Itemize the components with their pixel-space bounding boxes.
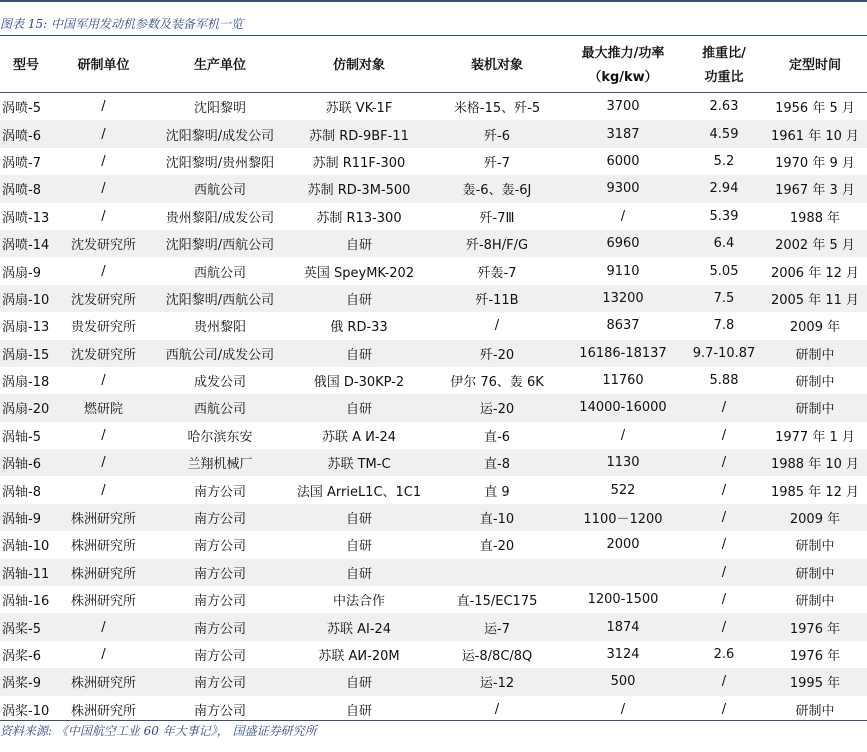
cell-model: 涡扇-18 <box>2 375 50 391</box>
cell-imitated: 自研 <box>285 559 433 586</box>
cell-aircraft: 轰-6、轰-6J <box>433 175 561 202</box>
cell-imitated: 自研 <box>285 394 433 421</box>
cell-aircraft: 直-6 <box>484 429 510 445</box>
cell-developer: 株洲研究所 <box>52 504 155 531</box>
cell-aircraft: 歼-6 <box>433 120 561 147</box>
header-ratio <box>685 39 763 93</box>
table-row <box>0 613 867 640</box>
cell-developer: 贵发研究所 <box>70 320 136 336</box>
cell-model: 涡轴-8 <box>2 484 41 500</box>
cell-producer: 贵州黎阳 <box>193 320 246 336</box>
cell-developer: / <box>101 373 106 389</box>
cell-developer: / <box>101 208 106 224</box>
cell-developer: / <box>101 647 106 662</box>
cell-aircraft: 直-10 <box>433 504 561 531</box>
cell-thrust: 1100－1200 <box>561 504 685 531</box>
cell-aircraft: 米格-15、歼-5 <box>453 101 541 117</box>
cell-developer: / <box>52 613 155 640</box>
header-thrust-line1: 最大推力/功率 <box>581 45 665 61</box>
cell-ratio: / <box>685 504 763 531</box>
cell-model: 涡扇-13 <box>2 320 50 336</box>
cell-ratio: 7.8 <box>713 318 735 334</box>
cell-imitated: 苏联 VK-1F <box>325 101 393 117</box>
cell-thrust: / <box>620 701 626 717</box>
table-row <box>0 449 867 476</box>
cell-imitated: 中法合作 <box>332 594 385 610</box>
cell-developer: 沈发研究所 <box>52 230 155 257</box>
cell-thrust: 6960 <box>561 230 685 257</box>
cell-ratio: 6.4 <box>685 230 763 257</box>
cell-date: 研制中 <box>763 559 867 586</box>
header-thrust <box>561 39 685 93</box>
cell-thrust: 1130 <box>561 449 685 476</box>
cell-date: 1985 年 12 月 <box>770 484 860 500</box>
table-row <box>0 504 867 531</box>
cell-imitated: 自研 <box>345 539 372 555</box>
cell-ratio: / <box>721 701 727 717</box>
cell-date: 1976 年 <box>789 649 841 664</box>
cell-ratio: / <box>685 449 763 476</box>
cell-ratio: 2.63 <box>709 99 739 115</box>
cell-model: 涡轴-16 <box>2 594 50 610</box>
cell-producer: 南方公司 <box>155 613 285 640</box>
header-thrust-line2: （kg/kw） <box>588 69 658 85</box>
cell-imitated: 苏联 AИ-20M <box>318 649 400 664</box>
cell-thrust: 1874 <box>561 613 685 640</box>
cell-imitated: 自研 <box>285 668 433 695</box>
cell-aircraft: 运-7 <box>433 613 561 640</box>
cell-imitated: 自研 <box>285 504 433 531</box>
cell-date: 研制中 <box>795 375 835 391</box>
header-model: 型号 <box>12 57 39 73</box>
table-caption: 图表 15: 中国军用发动机参数及装备军机一览 <box>0 17 243 31</box>
cell-thrust: 16186-18137 <box>561 340 685 367</box>
cell-date: 2006 年 12 月 <box>770 265 860 281</box>
cell-model: 涡桨-9 <box>0 668 52 695</box>
header-ratio-line2: 功重比 <box>704 69 744 85</box>
caption-rule <box>0 35 867 36</box>
cell-ratio: 7.5 <box>685 285 763 312</box>
cell-producer: 贵州黎阳/成发公司 <box>165 210 275 226</box>
cell-thrust: / <box>620 208 626 224</box>
cell-model: 涡喷-6 <box>0 120 52 147</box>
cell-date: 研制中 <box>795 703 835 719</box>
header-aircraft: 装机对象 <box>470 57 523 73</box>
cell-imitated: 俄 RD-33 <box>330 320 388 336</box>
cell-producer: 南方公司 <box>155 559 285 586</box>
cell-thrust: 522 <box>610 482 636 498</box>
cell-developer: 沈发研究所 <box>52 340 155 367</box>
table-row <box>0 476 867 503</box>
header-ratio-line1: 推重比/ <box>702 45 746 61</box>
cell-model: 涡喷-5 <box>2 101 41 117</box>
cell-aircraft: 直-20 <box>479 539 515 555</box>
cell-ratio: 9.7-10.87 <box>685 340 763 367</box>
cell-thrust: 3124 <box>606 647 640 662</box>
table-body <box>0 93 867 723</box>
header-date: 定型时间 <box>788 57 841 73</box>
table-row <box>0 203 867 230</box>
cell-aircraft: / <box>494 701 500 717</box>
cell-imitated: 俄国 D-30KP-2 <box>313 375 405 391</box>
cell-aircraft: 歼-7Ⅲ <box>479 210 515 226</box>
top-rule <box>0 0 867 2</box>
cell-ratio: / <box>721 427 727 443</box>
cell-producer: 南方公司 <box>193 594 246 610</box>
cell-thrust: 13200 <box>561 285 685 312</box>
cell-aircraft: 歼轰-7 <box>477 265 517 281</box>
cell-producer: 南方公司 <box>155 504 285 531</box>
cell-imitated: 自研 <box>285 285 433 312</box>
cell-model: 涡桨-10 <box>2 703 50 719</box>
table-row <box>0 668 867 695</box>
cell-ratio: / <box>721 537 727 553</box>
cell-producer: 南方公司 <box>193 703 246 719</box>
table-row <box>0 394 867 421</box>
cell-imitated: 苏制 R13-300 <box>316 210 402 226</box>
cell-thrust <box>561 559 685 586</box>
cell-aircraft: 运-8/8C/8Q <box>461 649 533 664</box>
cell-producer: 南方公司 <box>193 484 246 500</box>
cell-developer: 株洲研究所 <box>52 668 155 695</box>
cell-ratio: 2.6 <box>713 647 735 662</box>
cell-producer: 成发公司 <box>193 375 246 391</box>
cell-thrust: 500 <box>561 668 685 695</box>
cell-model: 涡桨-6 <box>2 649 41 664</box>
cell-producer: 西航公司 <box>193 265 246 281</box>
cell-date: 研制中 <box>763 340 867 367</box>
header-imitated: 仿制对象 <box>332 57 385 73</box>
cell-model: 涡扇-10 <box>0 285 52 312</box>
cell-model: 涡扇-15 <box>0 340 52 367</box>
cell-ratio: 4.59 <box>685 120 763 147</box>
cell-thrust: 8637 <box>606 318 640 334</box>
cell-aircraft: 运-12 <box>433 668 561 695</box>
cell-thrust: 1200-1500 <box>587 592 659 608</box>
cell-date: 研制中 <box>795 539 835 555</box>
cell-aircraft: 直 9 <box>484 484 510 500</box>
cell-producer: 哈尔滨东安 <box>187 429 253 445</box>
cell-date: 1956 年 5 月 <box>775 101 855 117</box>
cell-producer: 沈阳黎明/西航公司 <box>155 285 285 312</box>
cell-aircraft: 歼-7 <box>484 155 510 171</box>
engine-table <box>0 39 867 723</box>
cell-ratio: / <box>685 668 763 695</box>
cell-thrust: 14000-16000 <box>561 394 685 421</box>
cell-producer: 沈阳黎明 <box>193 101 246 117</box>
cell-thrust: 3187 <box>561 120 685 147</box>
cell-producer: 西航公司/成发公司 <box>155 340 285 367</box>
cell-ratio: / <box>721 592 727 608</box>
cell-date: 研制中 <box>763 394 867 421</box>
cell-date: 1977 年 1 月 <box>775 429 855 445</box>
header-developer: 研制单位 <box>77 57 130 73</box>
cell-model: 涡喷-7 <box>2 155 41 171</box>
table-header-row <box>0 39 867 93</box>
cell-imitated: 苏联 A И-24 <box>321 429 397 445</box>
cell-thrust: 9300 <box>561 175 685 202</box>
table-row <box>0 120 867 147</box>
cell-date: 1988 年 10 月 <box>763 449 867 476</box>
cell-producer: 南方公司 <box>193 649 246 664</box>
cell-aircraft: 歼-11B <box>433 285 561 312</box>
cell-ratio: 2.94 <box>685 175 763 202</box>
cell-developer: / <box>52 120 155 147</box>
cell-model: 涡轴-11 <box>0 559 52 586</box>
cell-date: 1995 年 <box>763 668 867 695</box>
table-row <box>0 312 867 339</box>
cell-date: 1961 年 10 月 <box>763 120 867 147</box>
cell-aircraft: / <box>494 318 500 334</box>
cell-aircraft: 运-20 <box>433 394 561 421</box>
cell-date: 1967 年 3 月 <box>763 175 867 202</box>
table-row <box>0 230 867 257</box>
cell-thrust: 3700 <box>606 99 640 115</box>
cell-developer: / <box>52 175 155 202</box>
header-producer: 生产单位 <box>193 57 246 73</box>
cell-producer: 沈阳黎明/成发公司 <box>155 120 285 147</box>
cell-thrust: / <box>620 427 626 443</box>
table-row <box>0 696 867 723</box>
cell-aircraft: 歼-20 <box>433 340 561 367</box>
cell-model: 涡轴-6 <box>0 449 52 476</box>
cell-aircraft: 歼-8H/F/G <box>433 230 561 257</box>
cell-ratio: 5.39 <box>709 208 739 224</box>
cell-model: 涡喷-13 <box>2 210 50 226</box>
cell-ratio: 5.88 <box>709 373 739 389</box>
cell-date: 2005 年 11 月 <box>763 285 867 312</box>
cell-date: 研制中 <box>795 594 835 610</box>
table-row <box>0 340 867 367</box>
table-row <box>0 257 867 284</box>
cell-model: 涡轴-9 <box>0 504 52 531</box>
cell-imitated: 自研 <box>345 703 372 719</box>
cell-aircraft: 直-15/EC175 <box>456 594 538 610</box>
cell-ratio: / <box>721 482 727 498</box>
cell-imitated: 英国 SpeyMK-202 <box>303 265 415 281</box>
cell-imitated: 苏制 R11F-300 <box>312 155 406 171</box>
cell-imitated: 苏联 TM-C <box>285 449 433 476</box>
table-row <box>0 175 867 202</box>
cell-producer: 西航公司 <box>155 175 285 202</box>
cell-model: 涡轴-5 <box>2 429 41 445</box>
cell-developer: / <box>101 99 106 115</box>
table-row <box>0 586 867 613</box>
cell-ratio: / <box>685 559 763 586</box>
table-row <box>0 148 867 175</box>
cell-model: 涡扇-9 <box>2 265 41 281</box>
cell-developer: / <box>101 263 106 279</box>
cell-ratio: / <box>685 613 763 640</box>
cell-developer: / <box>101 427 106 443</box>
cell-thrust: 11760 <box>602 373 644 389</box>
cell-producer: 南方公司 <box>193 539 246 555</box>
cell-model: 涡轴-10 <box>2 539 50 555</box>
cell-ratio: / <box>685 394 763 421</box>
cell-imitated: 苏联 AI-24 <box>285 613 433 640</box>
table-row <box>0 93 867 121</box>
cell-model: 涡喷-14 <box>0 230 52 257</box>
cell-date: 2009 年 <box>763 504 867 531</box>
cell-producer: 西航公司 <box>155 394 285 421</box>
cell-producer: 南方公司 <box>155 668 285 695</box>
table-row <box>0 559 867 586</box>
cell-aircraft: 直-8 <box>433 449 561 476</box>
cell-imitated: 法国 ArrieL1C、1C1 <box>296 484 422 500</box>
cell-date: 2002 年 5 月 <box>763 230 867 257</box>
cell-developer: 燃研院 <box>52 394 155 421</box>
cell-thrust: 2000 <box>606 537 640 553</box>
cell-developer: / <box>101 153 106 169</box>
cell-producer: 兰翔机械厂 <box>155 449 285 476</box>
cell-model: 涡扇-20 <box>0 394 52 421</box>
cell-aircraft: 伊尔 76、轰 6K <box>450 375 544 391</box>
cell-developer: 株洲研究所 <box>70 594 136 610</box>
table-row <box>0 285 867 312</box>
cell-ratio: 5.05 <box>709 263 739 279</box>
cell-producer: 沈阳黎明/西航公司 <box>155 230 285 257</box>
cell-imitated: 自研 <box>285 340 433 367</box>
cell-developer: 株洲研究所 <box>52 559 155 586</box>
cell-model: 涡喷-8 <box>0 175 52 202</box>
cell-thrust: 6000 <box>606 153 640 169</box>
cell-developer: / <box>101 482 106 498</box>
table-row <box>0 422 867 449</box>
table-row <box>0 641 867 668</box>
cell-date: 2009 年 <box>789 320 841 336</box>
cell-developer: 株洲研究所 <box>70 703 136 719</box>
cell-imitated: 苏制 RD-9BF-11 <box>285 120 433 147</box>
cell-developer: 株洲研究所 <box>70 539 136 555</box>
cell-ratio: 5.2 <box>713 153 735 169</box>
cell-imitated: 自研 <box>285 230 433 257</box>
cell-aircraft <box>433 559 561 586</box>
cell-date: 1970 年 9 月 <box>775 155 855 171</box>
cell-date: 1976 年 <box>763 613 867 640</box>
cell-developer: 沈发研究所 <box>52 285 155 312</box>
cell-producer: 沈阳黎明/贵州黎阳 <box>165 155 275 171</box>
cell-thrust: 9110 <box>606 263 640 279</box>
table-row <box>0 367 867 394</box>
cell-developer: / <box>52 449 155 476</box>
cell-imitated: 苏制 RD-3M-500 <box>285 175 433 202</box>
cell-model: 涡桨-5 <box>0 613 52 640</box>
bottom-rule <box>0 720 867 721</box>
cell-date: 1988 年 <box>789 210 841 226</box>
table-row <box>0 531 867 558</box>
source-note: 资料来源: 《中国航空工业 60 年大事记》， 国盛证券研究所 <box>0 724 317 738</box>
